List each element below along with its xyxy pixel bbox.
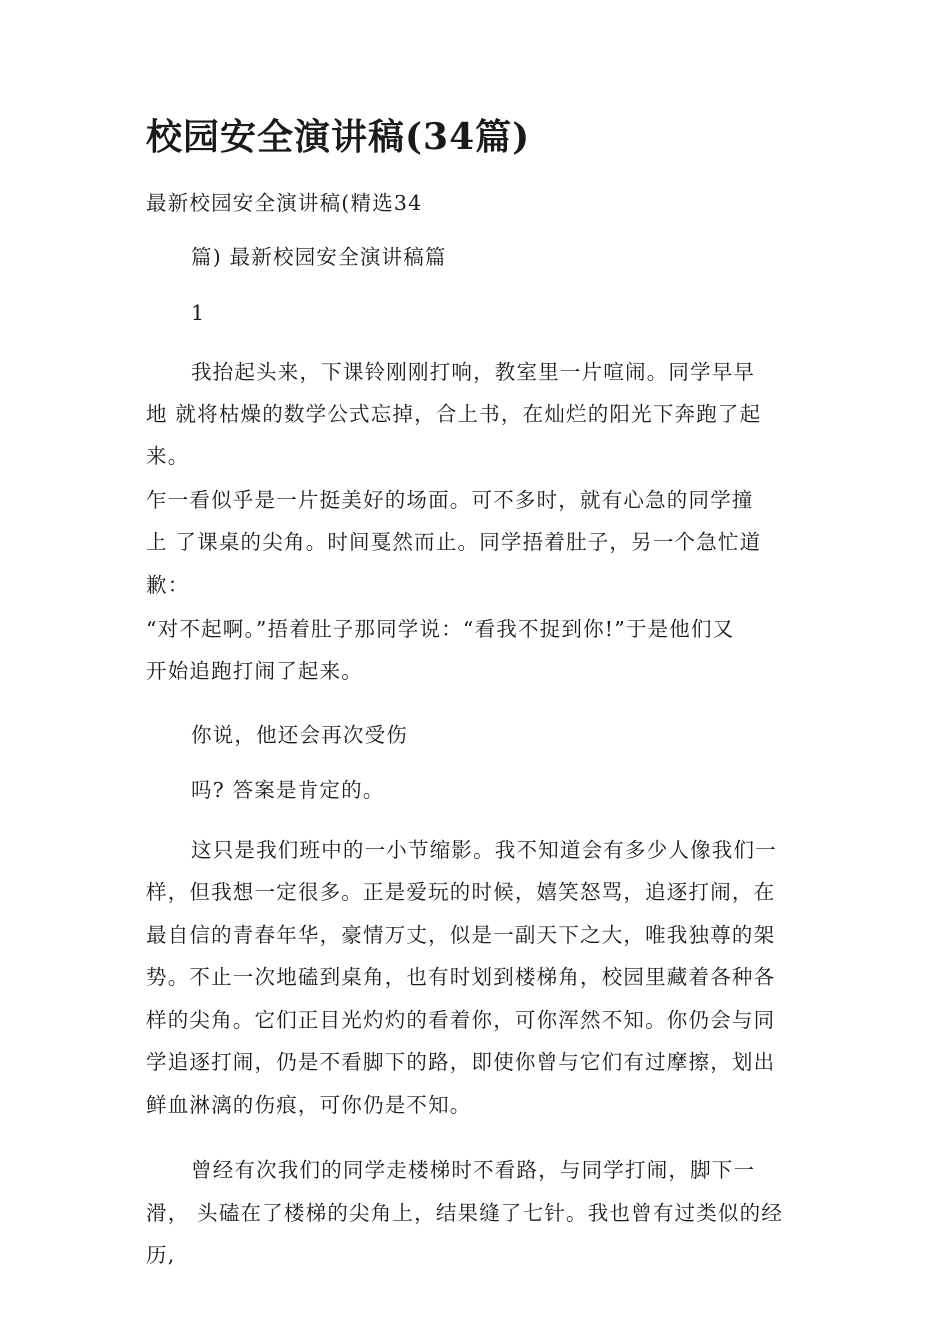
text-line: 样的尖角。它们正目光灼灼的看着你，可你浑然不知。你仍会与同: [146, 1008, 776, 1032]
text-line: 历,: [146, 1243, 176, 1267]
text-line: 鲜血淋漓的伤痕，可你仍是不知。: [146, 1093, 472, 1117]
text-line: 歉：: [146, 573, 190, 597]
text-line: 上 了课桌的尖角。时间戛然而止。同学捂着肚子，另一个急忙道: [146, 530, 762, 554]
text-line: “对不起啊。”捂着肚子那同学说：“看我不捉到你!”于是他们又: [146, 617, 735, 641]
text-line: 篇) 最新校园安全演讲稿篇: [191, 245, 447, 269]
text-line: 开始追跑打闹了起来。: [146, 659, 363, 683]
text-line: 最新校园安全演讲稿(精选34: [146, 191, 423, 215]
text-line: 来。: [146, 444, 190, 468]
text-line: 地 就将枯燥的数学公式忘掉，合上书，在灿烂的阳光下奔跑了起: [146, 402, 762, 426]
text-line: 1: [191, 301, 206, 325]
text-line: 最自信的青春年华，豪情万丈，似是一副天下之大，唯我独尊的架: [146, 923, 776, 947]
text-line: 我抬起头来，下课铃刚刚打响，教室里一片喧闹。同学早早: [191, 360, 756, 384]
document-title: 校园安全演讲稿(34篇): [146, 116, 531, 158]
text-line: 曾经有次我们的同学走楼梯时不看路，与同学打闹，脚下一: [191, 1158, 756, 1182]
text-line: 你说，他还会再次受伤: [191, 723, 408, 747]
text-line: 乍一看似乎是一片挺美好的场面。可不多时，就有心急的同学撞: [146, 488, 754, 512]
text-line: 学追逐打闹，仍是不看脚下的路，即使你曾与它们有过摩擦，划出: [146, 1050, 776, 1074]
text-line: 样，但我想一定很多。正是爱玩的时候，嬉笑怒骂，追逐打闹，在: [146, 880, 776, 904]
text-line: 吗? 答案是肯定的。: [191, 778, 385, 802]
text-line: 滑， 头磕在了楼梯的尖角上，结果缝了七针。我也曾有过类似的经: [146, 1201, 784, 1225]
text-line: 这只是我们班中的一小节缩影。我不知道会有多少人像我们一: [191, 838, 777, 862]
text-line: 势。不止一次地磕到桌角，也有时划到楼梯角，校园里藏着各种各: [146, 965, 776, 989]
